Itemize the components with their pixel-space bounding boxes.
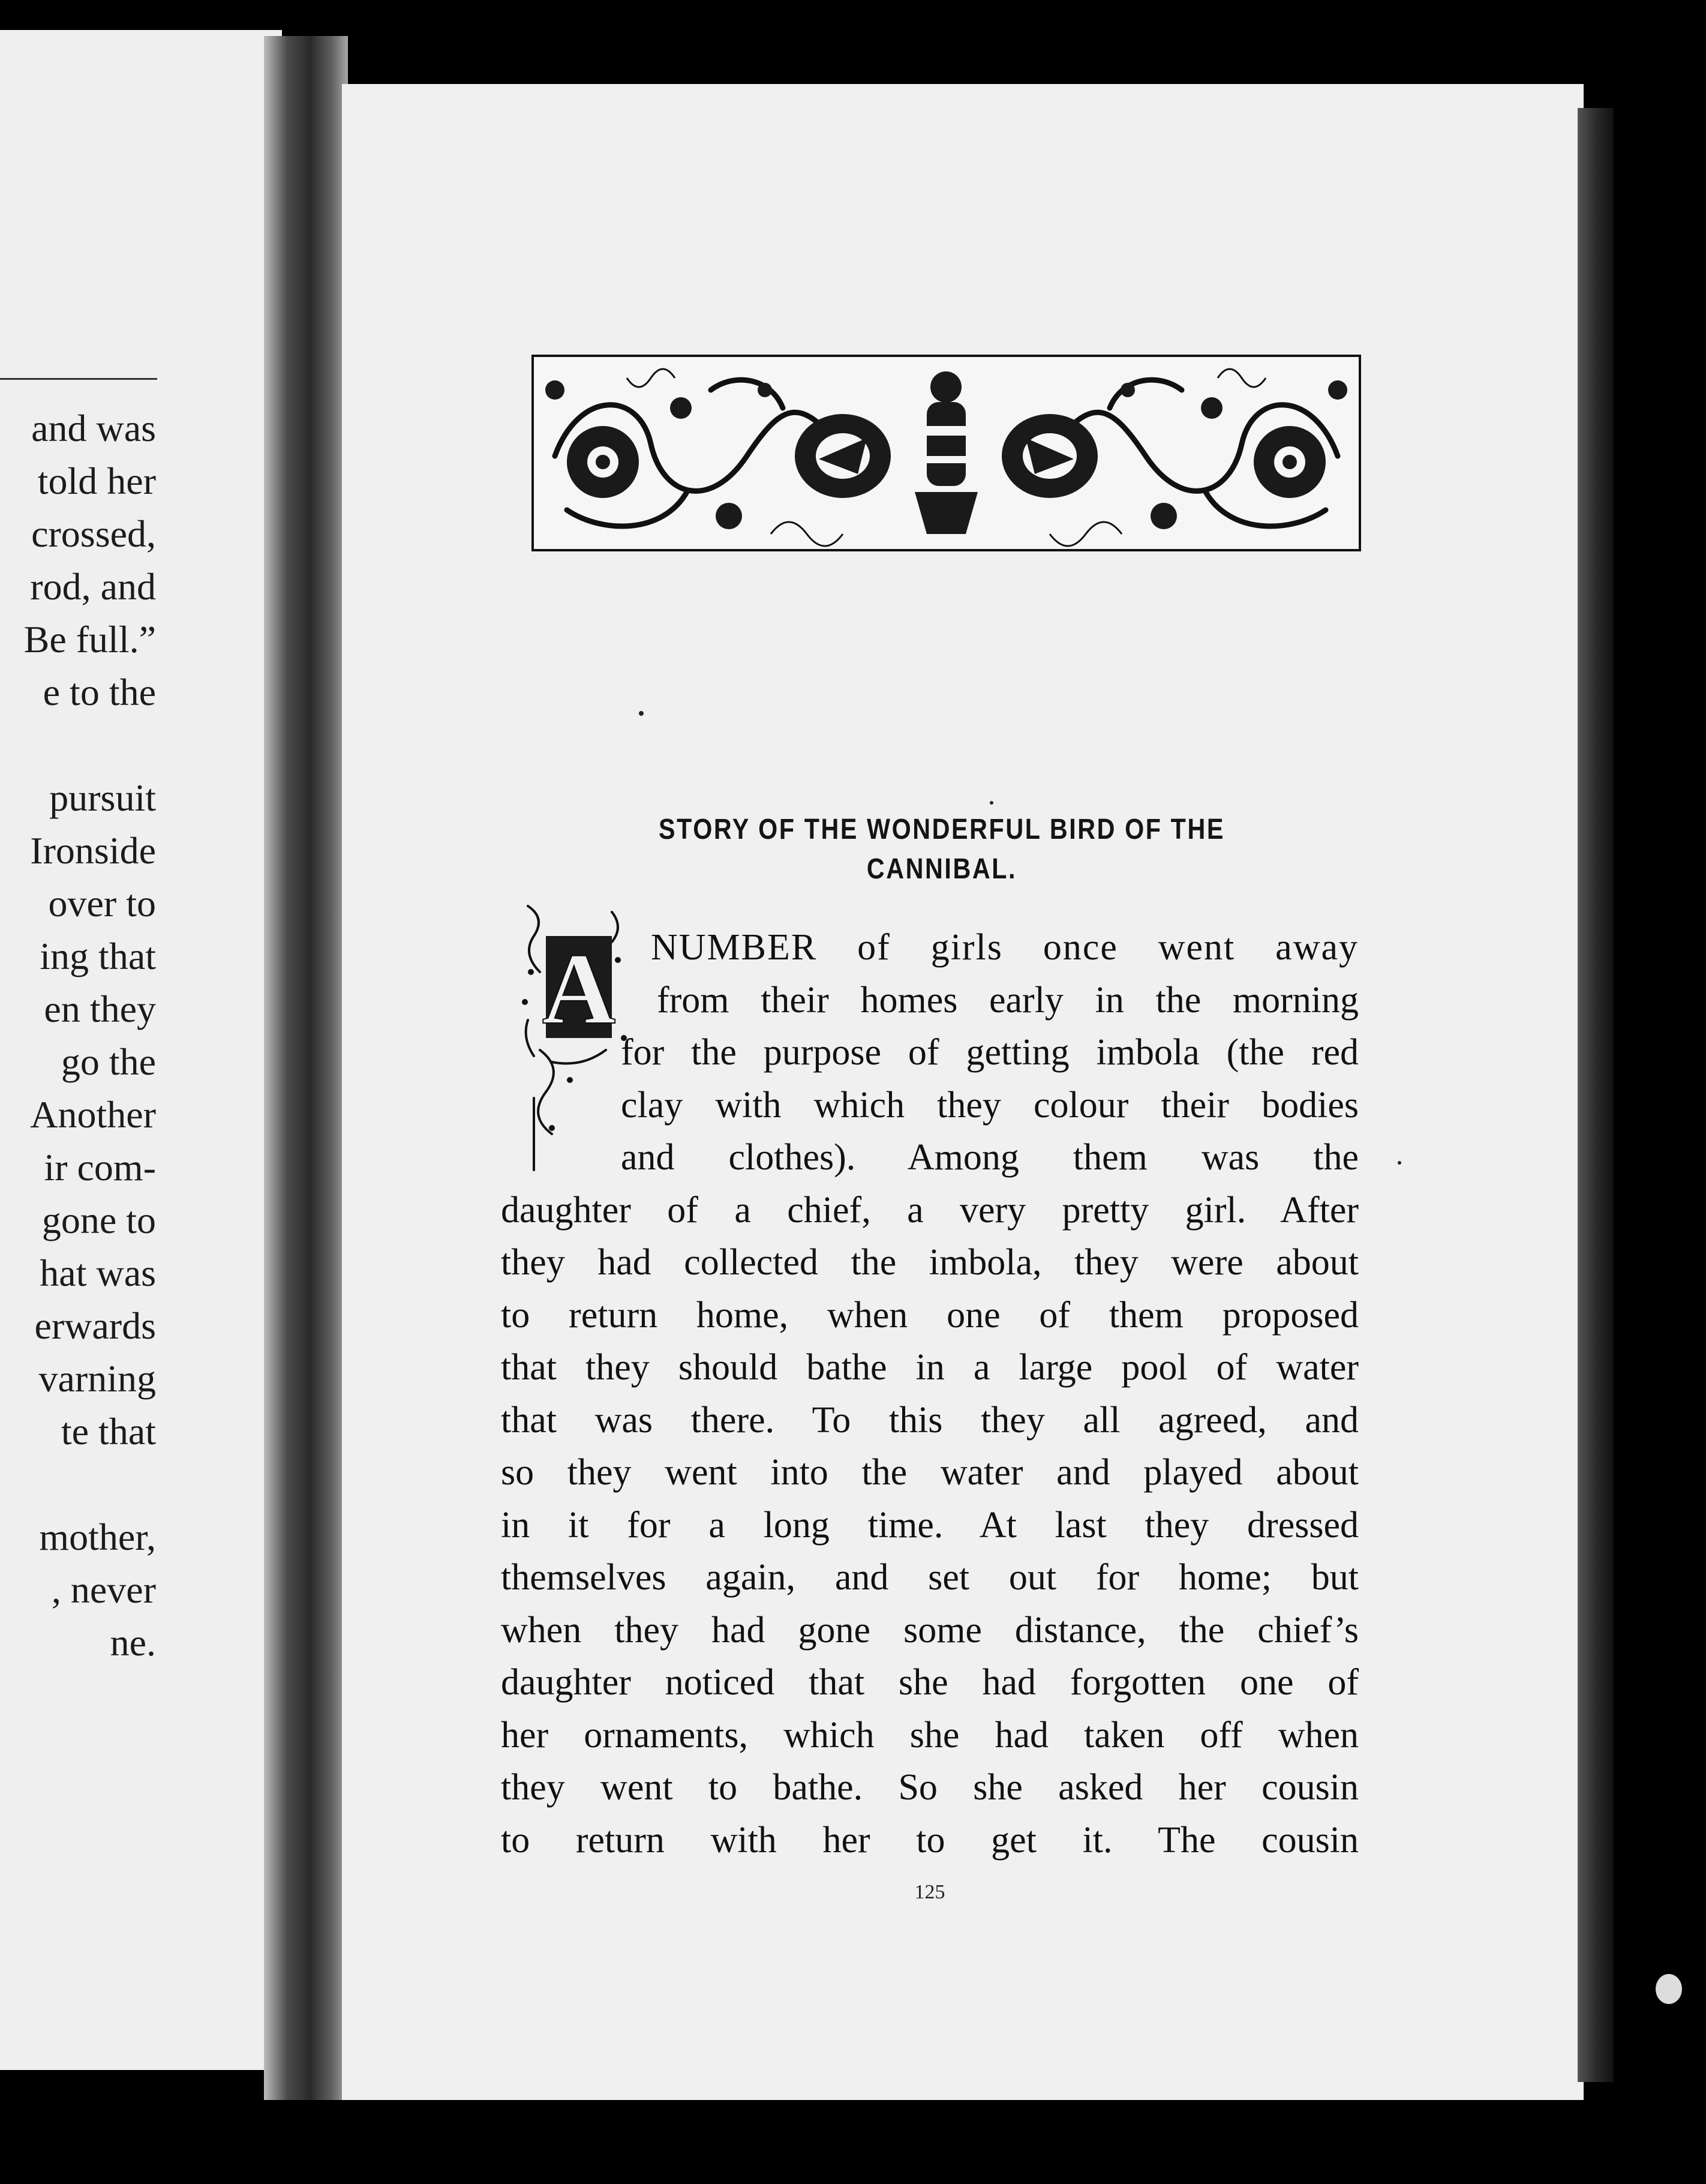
left-page-line: te that (61, 1410, 156, 1453)
ornamental-headpiece (531, 354, 1362, 552)
body-line: NUMBER of girls once went away (651, 927, 1359, 968)
page-edge-shadow (1578, 108, 1614, 2082)
scan-speck (1398, 1161, 1401, 1165)
scan-speck (1656, 1974, 1682, 2004)
body-line: and clothes). Among them was the (621, 1137, 1359, 1178)
body-line: for the purpose of getting imbola (the red (621, 1032, 1359, 1073)
body-line: that they should bathe in a large pool of water (501, 1347, 1359, 1388)
left-page-line: ir com- (44, 1146, 156, 1189)
left-page-line: hat was (40, 1252, 156, 1294)
chapter-title-line-1: STORY OF THE WONDERFUL BIRD OF THE (659, 814, 1225, 845)
left-page-line: varning (38, 1357, 156, 1400)
body-line: in it for a long time. At last they dressed (501, 1505, 1359, 1546)
body-line: they went to bathe. So she asked her cousin (501, 1767, 1359, 1808)
body-line: so they went into the water and played about (501, 1452, 1359, 1493)
drop-cap-letter: A (542, 932, 616, 1045)
chapter-title-line-2: CANNIBAL. (866, 853, 1017, 885)
left-page-line: Ironside (30, 829, 156, 872)
body-line: themselves again, and set out for home; but (501, 1557, 1359, 1598)
left-page-line: ing that (40, 935, 156, 977)
body-line: daughter of a chief, a very pretty girl. After (501, 1190, 1359, 1231)
left-page-line: and was (31, 407, 156, 449)
left-page-line: ne. (110, 1621, 156, 1664)
body-line: when they had gone some distance, the chief’s (501, 1610, 1359, 1651)
left-page-line: told her (37, 460, 156, 502)
body-line: her ornaments, which she had taken off when (501, 1715, 1359, 1756)
left-page-rule (0, 378, 157, 380)
left-page-line (0, 1458, 156, 1511)
page-number: 125 (914, 1881, 945, 1903)
scan-speck (990, 801, 993, 805)
body-line: that was there. To this they all agreed, and (501, 1400, 1359, 1441)
left-page-line: en they (44, 988, 156, 1030)
left-page-line: erwards (34, 1304, 156, 1347)
body-line: to return with her to get it. The cousin (501, 1820, 1359, 1861)
left-page (0, 30, 282, 2070)
left-page-line: Be full.” (23, 618, 156, 661)
left-page-text (0, 402, 156, 1669)
body-line: to return home, when one of them proposed (501, 1295, 1359, 1336)
left-page-line: e to the (43, 671, 156, 713)
body-line: they had collected the imbola, they were about (501, 1242, 1359, 1283)
scan-speck (639, 711, 644, 716)
left-page-line: over to (48, 882, 156, 925)
left-page-line: Another (30, 1093, 156, 1136)
body-line: daughter noticed that she had forgotten one of (501, 1662, 1359, 1703)
chapter-title (622, 810, 1262, 889)
left-page-line: rod, and (30, 565, 156, 608)
left-page-line: go the (61, 1040, 156, 1083)
left-page-line (0, 719, 156, 772)
left-page-line: crossed, (31, 512, 156, 555)
body-line: from their homes early in the morning (657, 980, 1359, 1021)
body-line: clay with which they colour their bodies (621, 1085, 1359, 1126)
book-gutter (264, 36, 348, 2100)
decorated-initial (516, 900, 636, 1176)
left-page-line: mother, (39, 1516, 156, 1558)
left-page-line: , never (51, 1568, 156, 1611)
left-page-line: gone to (41, 1199, 156, 1241)
left-page-line: pursuit (49, 776, 156, 819)
